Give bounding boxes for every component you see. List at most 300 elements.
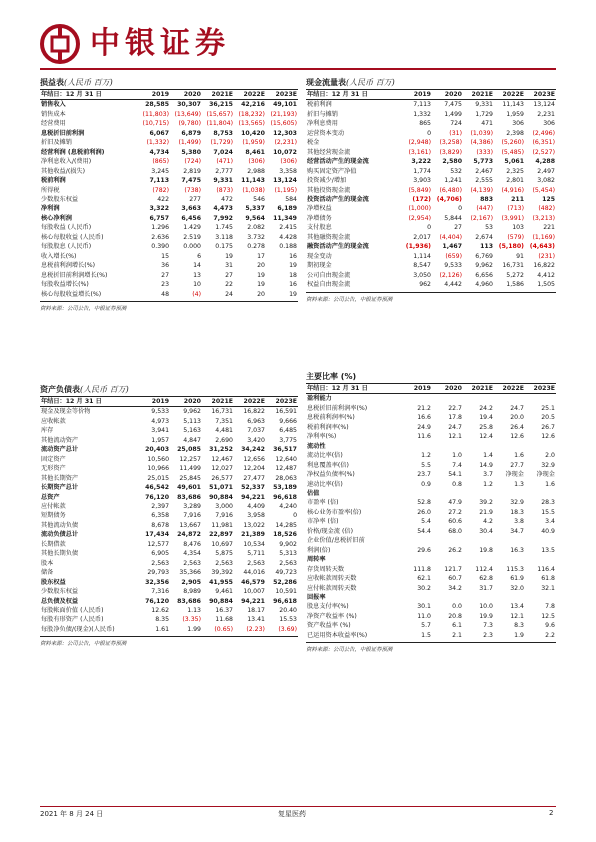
balance-sheet-panel xyxy=(40,383,298,647)
cell-value: 52,286 xyxy=(273,578,297,586)
cell-value: 26,577 xyxy=(211,474,233,482)
table-row xyxy=(40,138,298,147)
balance-table xyxy=(40,397,298,634)
row-label: 股息支付率(%) xyxy=(307,603,349,611)
cell-value: 3.7 xyxy=(483,471,493,479)
cell-value: 36,215 xyxy=(209,101,233,109)
cell-value: (15,605) xyxy=(270,120,297,128)
row-label: 少数股东权益 xyxy=(41,588,79,596)
cell-value: 3,322 xyxy=(149,205,170,213)
cell-value: 68.0 xyxy=(448,527,462,535)
table-row xyxy=(306,242,556,251)
table-row xyxy=(40,474,298,483)
row-label: 库存 xyxy=(41,427,54,435)
cell-value: (5,454) xyxy=(532,186,555,194)
cell-value: 16,731 xyxy=(211,408,233,416)
cashflow-table xyxy=(306,90,556,290)
cell-value: (5,260) xyxy=(501,139,524,147)
table-header-row xyxy=(306,384,556,394)
cell-value xyxy=(463,593,494,602)
row-label: 固定资产 xyxy=(41,455,66,463)
cell-value: 49,723 xyxy=(275,569,297,577)
cell-value: 5,337 xyxy=(245,205,265,213)
cell-value: 19 xyxy=(289,290,297,298)
table-row xyxy=(40,271,298,280)
cell-value: 1.0 xyxy=(452,452,462,460)
cell-value: 1.2 xyxy=(421,452,431,460)
cell-value: 1.296 xyxy=(151,224,170,232)
cell-value: (2,126) xyxy=(439,271,462,279)
cell-value: 472 xyxy=(221,195,233,203)
row-label: 销售收入 xyxy=(41,101,66,109)
cell-value: 11.6 xyxy=(417,433,431,441)
cell-value: 12.6 xyxy=(541,433,555,441)
cell-value: 6,879 xyxy=(181,129,201,137)
cell-value: 2.519 xyxy=(183,233,201,241)
row-label: 盈利能力 xyxy=(307,395,332,403)
cell-value: 27 xyxy=(161,271,170,279)
cell-value: 12,257 xyxy=(179,455,201,463)
row-label: 折旧及摊销 xyxy=(41,139,72,147)
row-label: 现金变动 xyxy=(307,252,332,260)
cell-value: (31) xyxy=(449,129,462,137)
table-row xyxy=(306,252,556,261)
cell-value: 62.8 xyxy=(479,575,493,583)
cell-value: 0 xyxy=(427,129,431,137)
cell-value: 49,601 xyxy=(177,484,201,492)
table-row xyxy=(306,204,556,213)
cell-value: 1.5 xyxy=(421,631,431,639)
row-label: 应收帐款 xyxy=(41,417,66,425)
cell-value: (1,959) xyxy=(242,139,265,147)
cell-value: 16,731 xyxy=(502,262,524,270)
table-row xyxy=(40,252,298,261)
row-label: 利息覆盖率(倍) xyxy=(307,461,349,469)
row-label: 税前利润率(%) xyxy=(307,423,349,431)
cell-value xyxy=(525,394,556,404)
cell-value: (471) xyxy=(216,158,233,166)
cell-value: (3,161) xyxy=(408,148,431,156)
cell-value: (713) xyxy=(507,205,524,213)
cell-value: 8.35 xyxy=(155,616,170,624)
cell-value: (4,139) xyxy=(470,186,493,194)
table-row xyxy=(306,100,556,110)
cell-value: 865 xyxy=(419,120,431,128)
cell-value: 2,563 xyxy=(215,559,233,567)
table-row xyxy=(306,214,556,223)
cell-value: 12,487 xyxy=(275,465,297,473)
cell-value: 11,499 xyxy=(179,465,201,473)
cell-value: 3,958 xyxy=(247,512,265,520)
cell-value: 35,366 xyxy=(179,569,201,577)
column-header-year: 2019 xyxy=(401,90,432,100)
cell-value: 61.8 xyxy=(541,575,555,583)
row-label: 每股收益增长(%) xyxy=(41,281,89,289)
row-label: 支付股息 xyxy=(307,224,332,232)
cell-value: 24 xyxy=(225,290,233,298)
row-label: 无形资产 xyxy=(41,465,66,473)
income-title: 损益表(人民币 百万) xyxy=(40,76,298,90)
cell-value: 1.4 xyxy=(483,452,493,460)
cell-value: 2,690 xyxy=(215,436,233,444)
cell-value: 4,847 xyxy=(183,436,201,444)
row-label: 经营活动产生的现金流 xyxy=(307,158,369,166)
row-label: 运营资本变动 xyxy=(307,129,345,137)
cell-value: 21.2 xyxy=(417,404,431,412)
cell-value: 36 xyxy=(161,262,170,270)
cell-value: 49,101 xyxy=(273,101,297,109)
cell-value: (3.35) xyxy=(182,616,201,624)
cell-value: 7,037 xyxy=(247,427,265,435)
cell-value: 9,962 xyxy=(183,408,201,416)
cell-value: (2.23) xyxy=(246,625,265,633)
row-label: 流动负债总计 xyxy=(41,531,79,539)
cell-value xyxy=(401,555,432,564)
cell-value: 31.7 xyxy=(479,584,493,592)
cell-value: (2,496) xyxy=(532,129,555,137)
cell-value: 13.41 xyxy=(247,616,265,624)
row-label: 回报率 xyxy=(307,593,326,601)
table-row xyxy=(40,502,298,511)
cell-value: 22.7 xyxy=(448,404,462,412)
cell-value: (1,195) xyxy=(274,186,297,194)
column-header-year: 2022E xyxy=(234,90,266,100)
table-row xyxy=(306,612,556,621)
cell-value: 10,072 xyxy=(273,148,297,156)
row-label: 投资活动产生的现金流 xyxy=(307,195,369,203)
cell-value: 20.5 xyxy=(541,414,555,422)
cell-value: 422 xyxy=(157,195,170,203)
cell-value: 20 xyxy=(257,290,265,298)
table-row xyxy=(306,394,556,404)
table-row xyxy=(306,271,556,280)
cell-value: 29.6 xyxy=(417,546,431,554)
table-row xyxy=(306,565,556,574)
row-label: 权益自由现金流 xyxy=(307,281,351,289)
cell-value: 53 xyxy=(485,224,493,232)
cell-value xyxy=(463,489,494,498)
cell-value: 51,071 xyxy=(209,484,233,492)
row-label: 息税折旧前利润增长(%) xyxy=(41,271,108,279)
cell-value: (579) xyxy=(507,233,524,241)
cell-value xyxy=(494,394,525,404)
cell-value: 19.9 xyxy=(479,612,493,620)
cell-value: (873) xyxy=(216,186,233,194)
cell-value: 1.429 xyxy=(183,224,201,232)
cashflow-panel xyxy=(306,76,556,303)
table-row xyxy=(306,508,556,517)
cell-value: 12,027 xyxy=(211,465,233,473)
cell-value: 3,222 xyxy=(411,158,431,166)
cell-value: 6,769 xyxy=(475,252,493,260)
row-label: 少数股东权益 xyxy=(41,195,79,203)
table-row xyxy=(306,470,556,479)
cell-value: 54.1 xyxy=(448,471,462,479)
cell-value: 0.000 xyxy=(183,243,201,251)
cell-value: 25,015 xyxy=(147,474,170,482)
cell-value: 2,017 xyxy=(413,233,431,241)
cell-value: 5.7 xyxy=(421,622,431,630)
cell-value: 2.636 xyxy=(151,233,170,241)
cell-value: 27 xyxy=(454,224,462,232)
row-label: 核心净利润 xyxy=(41,214,72,222)
cell-value: 1.6 xyxy=(545,480,555,488)
cell-value: 24,872 xyxy=(177,531,201,539)
cell-value: 27.7 xyxy=(510,461,524,469)
table-row xyxy=(40,280,298,289)
cell-value: 112.4 xyxy=(475,565,493,573)
row-label: 税金 xyxy=(307,139,320,147)
cell-value: 12.1 xyxy=(448,433,462,441)
cell-value: 27 xyxy=(225,271,233,279)
cell-value: 净现金 xyxy=(536,471,555,479)
table-row xyxy=(40,176,298,185)
cell-value: (1,039) xyxy=(470,129,493,137)
row-label: 公司自由现金流 xyxy=(307,271,351,279)
row-label: 每股股息 (人民币) xyxy=(41,243,92,251)
table-row xyxy=(40,597,298,606)
cell-value: 15.5 xyxy=(541,508,555,516)
cell-value: 8,989 xyxy=(183,588,201,596)
cell-value: 28,585 xyxy=(145,101,170,109)
cell-value: 13,124 xyxy=(533,101,555,109)
cell-value: 10.0 xyxy=(479,603,493,611)
cell-value: 7,916 xyxy=(183,512,201,520)
footer-date: 2021 年 8 月 24 日 xyxy=(40,810,104,818)
cell-value: (11,803) xyxy=(142,110,170,118)
table-row xyxy=(40,167,298,176)
row-label: 其他融资现金流 xyxy=(307,233,351,241)
cell-value: 14,285 xyxy=(275,521,297,529)
cell-value: 16 xyxy=(289,281,297,289)
cell-value: 2,777 xyxy=(215,167,233,175)
bank-of-china-logo-icon xyxy=(40,24,80,64)
cell-value: 4.428 xyxy=(279,233,297,241)
cell-value: 121.7 xyxy=(444,565,462,573)
cell-value: (1,499) xyxy=(178,139,201,147)
row-label: 收入增长(%) xyxy=(41,252,77,260)
income-table xyxy=(40,90,298,299)
cell-value: (3,258) xyxy=(439,139,462,147)
table-row xyxy=(40,223,298,232)
cell-value: 9,962 xyxy=(475,262,493,270)
ratios-table xyxy=(306,384,556,640)
cell-value: (1,169) xyxy=(532,233,555,241)
cell-value: (2,527) xyxy=(532,148,555,156)
cell-value: 9.6 xyxy=(545,622,555,630)
cell-value: (3,991) xyxy=(501,214,524,222)
table-row xyxy=(306,280,556,289)
column-header-year: 2022E xyxy=(234,397,266,407)
cell-value: 3,775 xyxy=(279,436,297,444)
cell-value: (4,404) xyxy=(439,233,462,241)
cell-value: 26.0 xyxy=(417,508,431,516)
cell-value: 16,822 xyxy=(533,262,555,270)
cell-value: 4,354 xyxy=(183,550,201,558)
cell-value: 34.2 xyxy=(448,584,462,592)
cell-value xyxy=(494,442,525,451)
table-row xyxy=(306,527,556,536)
cell-value: 16,591 xyxy=(275,408,297,416)
cell-value: 1,774 xyxy=(413,167,431,175)
cashflow-title: 现金流量表(人民币 百万) xyxy=(306,76,556,90)
cell-value: 21,389 xyxy=(241,531,265,539)
row-label: 其他长期负债 xyxy=(41,550,79,558)
row-label: 净增权益 xyxy=(307,205,332,213)
cell-value: 11.0 xyxy=(417,612,431,620)
row-label: 已运用资本收益率(%) xyxy=(307,631,368,639)
table-row xyxy=(40,455,298,464)
cell-value: 1.2 xyxy=(483,480,493,488)
cell-value: 2,397 xyxy=(151,502,170,510)
table-row xyxy=(40,204,298,213)
cell-value: 4,442 xyxy=(444,281,462,289)
header-rule xyxy=(40,68,556,70)
row-label: 利润(倍) xyxy=(307,546,331,554)
row-label: 长期资产总计 xyxy=(41,484,79,492)
cell-value: (4) xyxy=(192,290,201,298)
cell-value: 7.3 xyxy=(483,622,493,630)
table-row xyxy=(306,631,556,640)
table-row xyxy=(306,593,556,602)
table-row xyxy=(40,445,298,454)
table-row xyxy=(306,148,556,157)
cell-value: 52.8 xyxy=(417,499,431,507)
cell-value: 7.8 xyxy=(545,603,555,611)
cell-value: 25.8 xyxy=(479,423,493,431)
cell-value xyxy=(494,489,525,498)
cell-value: 27.2 xyxy=(448,508,462,516)
table-row xyxy=(306,621,556,630)
ratios-title: 主要比率 (%) xyxy=(306,370,556,384)
cell-value: 12,640 xyxy=(275,455,297,463)
cell-value: 6,905 xyxy=(151,550,170,558)
cell-value: (659) xyxy=(445,252,462,260)
cell-value: 53,189 xyxy=(273,484,297,492)
cell-value: 7,475 xyxy=(444,101,462,109)
table-row xyxy=(40,119,298,128)
cell-value: 9,331 xyxy=(213,177,233,185)
cell-value: 34,242 xyxy=(241,446,265,454)
table-row xyxy=(40,157,298,166)
row-label: 经营利润 (息税前利润) xyxy=(41,148,105,156)
table-row xyxy=(306,119,556,128)
row-label: 总负债及权益 xyxy=(41,597,79,605)
cell-value: 6,456 xyxy=(181,214,201,222)
cell-value: (172) xyxy=(412,195,431,203)
cell-value: 2,563 xyxy=(279,559,297,567)
column-header-year: 2021E xyxy=(202,90,234,100)
cell-value: 7,475 xyxy=(181,177,201,185)
cell-value: 11,981 xyxy=(211,521,233,529)
cell-value: (3,213) xyxy=(532,214,555,222)
cell-value: 5,061 xyxy=(504,158,524,166)
cell-value: 2,819 xyxy=(183,167,201,175)
cell-value: 2.2 xyxy=(545,631,555,639)
table-row xyxy=(306,176,556,185)
cell-value: 6,358 xyxy=(151,512,170,520)
table-row xyxy=(306,574,556,583)
cell-value: 8,547 xyxy=(413,262,431,270)
cell-value: (5,180) xyxy=(498,243,524,251)
row-label: 价格/现金流 (倍) xyxy=(307,527,354,535)
cell-value xyxy=(463,536,494,545)
row-label: 投资减少/增加 xyxy=(307,177,347,185)
cell-value: (724) xyxy=(184,158,201,166)
table-row xyxy=(306,404,556,413)
table-row xyxy=(40,568,298,577)
row-label: 核心业务市盈率(倍) xyxy=(307,508,362,516)
cell-value: 0 xyxy=(293,512,297,520)
cell-value: 3,289 xyxy=(183,502,201,510)
cell-value xyxy=(432,593,463,602)
cell-value: 9,564 xyxy=(245,214,265,222)
row-label: 流动资产总计 xyxy=(41,446,79,454)
cell-value: (333) xyxy=(476,148,493,156)
cell-value: 9,533 xyxy=(444,262,462,270)
cell-value: 584 xyxy=(285,195,297,203)
row-label: 其他收益/(损失) xyxy=(41,167,86,175)
table-row xyxy=(306,167,556,176)
cell-value: 6,067 xyxy=(149,129,170,137)
cell-value: 5,844 xyxy=(444,214,462,222)
cell-value: 18 xyxy=(289,271,297,279)
row-label: 储备 xyxy=(41,569,54,577)
cell-value: 1,729 xyxy=(475,110,493,118)
cell-value: 21.9 xyxy=(479,508,493,516)
table-row xyxy=(40,615,298,624)
column-header-year: 2020 xyxy=(170,397,202,407)
row-label: 核心每股收益增长(%) xyxy=(41,290,102,298)
cell-value: 306 xyxy=(543,120,555,128)
cell-value: 4,412 xyxy=(537,271,555,279)
table-row xyxy=(306,442,556,451)
cell-value: 32.9 xyxy=(541,461,555,469)
row-label: 净利润 xyxy=(41,205,60,213)
column-header-year: 2023E xyxy=(266,90,298,100)
row-label: 息税前利润增长(%) xyxy=(41,262,96,270)
cell-value: 2,674 xyxy=(475,233,493,241)
cell-value: 116.4 xyxy=(537,565,555,573)
cell-value: 2.3 xyxy=(483,631,493,639)
cell-value: (2,167) xyxy=(470,214,493,222)
cell-value: 32.9 xyxy=(510,499,524,507)
cell-value: 24.7 xyxy=(448,423,462,431)
cell-value: 2,563 xyxy=(183,559,201,567)
cell-value xyxy=(525,593,556,602)
row-label: 应付帐款 xyxy=(41,502,66,510)
cell-value: 4,240 xyxy=(279,502,297,510)
row-label: 其他流动负债 xyxy=(41,521,79,529)
cell-value: 14 xyxy=(193,262,201,270)
cell-value: 39.2 xyxy=(479,499,493,507)
cell-value: 1,114 xyxy=(413,252,431,260)
cell-value xyxy=(432,394,463,404)
cell-value: 1,332 xyxy=(413,110,431,118)
row-label: 期初现金 xyxy=(307,262,332,270)
row-label: 市盈率 (倍) xyxy=(307,499,339,507)
cell-value: (5,849) xyxy=(408,186,431,194)
cell-value: 13.5 xyxy=(541,546,555,554)
cell-value: 20.0 xyxy=(510,414,524,422)
cell-value: 1,467 xyxy=(442,243,462,251)
cell-value: 12.6 xyxy=(510,433,524,441)
column-header-year: 2020 xyxy=(432,90,463,100)
row-label: 净增债务 xyxy=(307,214,332,222)
table-row xyxy=(40,511,298,520)
cell-value: (18,232) xyxy=(238,110,265,118)
balance-title: 资产负债表(人民币 百万) xyxy=(40,383,298,397)
